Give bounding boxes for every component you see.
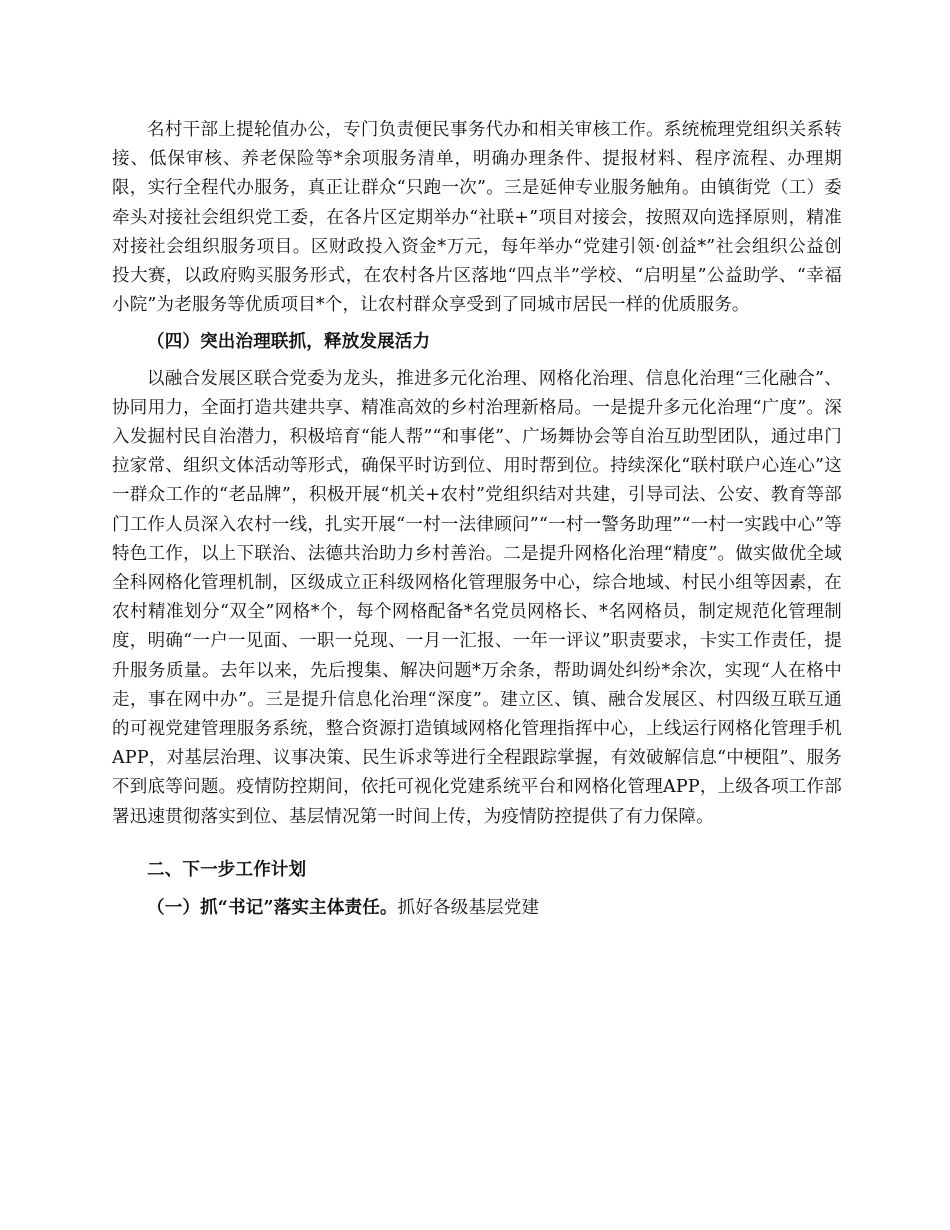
plan-one-title: （一）抓“书记”落实主体责任。 — [147, 898, 398, 919]
paragraph-service: 名村干部上提轮值办公，专门负责便民事务代办和相关审核工作。系统梳理党组织关系转接、低保审核、养老保险等*余项服务清单，明确办理条件、提报材料、程序流程、办理期限，实行全程代办服务，真正让群众“只跑一次”。三是延伸专业服务触角。由镇街党（工）委牵头对接社会组织党工委，在各片区定期举办“社联+”项目对接会，按照双向选择原则，精准对接社会组织服务项目。区财政投入资金*万元，每年举办“党建引领·创益*”社会组织公益创投大赛，以政府购买服务形式，在农村各片区落地“四点半”学校、“启明星”公益助学、“幸福小院”为老服务等优质项目*个，让农村群众享受到了同城市居民一样的优质服务。 — [112, 120, 842, 316]
section-heading-next-plan: 二、下一步工作计划 — [147, 859, 307, 880]
paragraph-plan-one — [112, 894, 842, 923]
subheading-governance: （四）突出治理联抓，释放发展活力 — [147, 332, 431, 353]
document-body — [112, 116, 842, 923]
plan-one-text: 抓好各级基层党建 — [397, 898, 540, 919]
paragraph-governance: 以融合发展区联合党委为龙头，推进多元化治理、网格化治理、信息化治理“三化融合”、协同用力，全面打造共建共享、精准高效的乡村治理新格局。一是提升多元化治理“广度”。深入发掘村民自治潜力，积极培育“能人帮”“和事佬”、广场舞协会等自治互助型团队，通过串门拉家常、组织文体活动等形式，确保平时访到位、用时帮到位。持续深化“联村联户心连心”这一群众工作的“老品牌”，积极开展“机关+农村”党组织结对共建，引导司法、公安、教育等部门工作人员深入农村一线，扎实开展“一村一法律顾问”“一村一警务助理”“一村一实践中心”等特色工作，以上下联治、法德共治助力乡村善治。二是提升网格化治理“精度”。做实做优全域全科网格化管理机制，区级成立正科级网格化管理服务中心，综合地域、村民小组等因素，在农村精准划分“双全”网格*个，每个网格配备*名党员网格长、*名网格员，制定规范化管理制度，明确“一户一见面、一职一兑现、一月一汇报、一年一评议”职责要求，卡实工作责任，提升服务质量。去年以来，先后搜集、解决问题*万余条，帮助调处纠纷*余次，实现“人在格中走，事在网中办”。三是提升信息化治理“深度”。建立区、镇、融合发展区、村四级互联互通的可视党建管理服务系统，整合资源打造镇域网格化管理指挥中心，上线运行网格化管理手机APP，对基层治理、议事决策、民生诉求等进行全程跟踪掌握，有效破解信息“中梗阻”、服务不到底等问题。疫情防控期间，依托可视化党建系统平台和网格化管理APP，上级各项工作部署迅速贯彻落实到位、基层情况第一时间上传，为疫情防控提供了有力保障。 — [112, 368, 842, 827]
